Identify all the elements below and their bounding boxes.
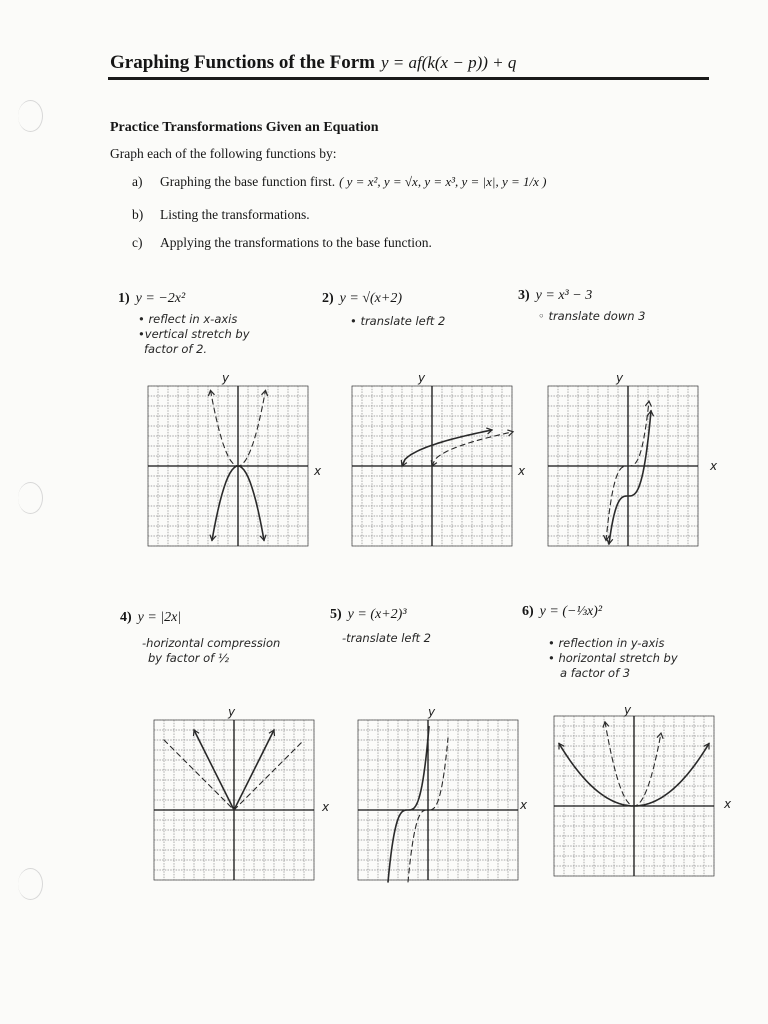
step-a-text: Graphing the base function first.: [160, 174, 336, 189]
graph-problem-5: [348, 706, 540, 896]
step-a: [132, 174, 547, 190]
transformed-curve: [402, 430, 492, 466]
step-c-label: c): [132, 235, 143, 250]
problem-6-note-3: a factor of 3: [560, 666, 631, 680]
problem-1-note-3: factor of 2.: [144, 342, 208, 356]
step-a-label: a): [132, 174, 143, 189]
x-axis-label: x: [314, 464, 322, 478]
section-intro: Graph each of the following functions by:: [110, 146, 337, 161]
problem-4-note-1: -horizontal compression: [142, 636, 281, 650]
problem-5-notes: [342, 631, 431, 646]
graph-problem-3: [538, 370, 728, 560]
graph-problem-4: [144, 706, 336, 896]
problem-5-note-1: -translate left 2: [342, 631, 431, 645]
problem-6-note-2: • horizontal stretch by: [548, 651, 678, 665]
transformed-curve: [609, 411, 651, 544]
y-axis-label: y: [428, 706, 436, 719]
problem-1-label: [118, 291, 185, 307]
title-underline: [108, 77, 709, 80]
problem-4-note-2: by factor of ½: [148, 651, 229, 665]
problem-4-equation: y = |2x|: [137, 610, 182, 625]
problem-3-note-1: ◦ translate down 3: [538, 309, 646, 323]
problem-6-label: [522, 604, 602, 620]
y-axis-label: y: [222, 371, 230, 385]
problem-6-notes: [548, 636, 678, 681]
problem-2-note-1: • translate left 2: [350, 314, 446, 328]
problem-6-number: 6): [522, 604, 534, 619]
problem-3-label: [518, 288, 592, 304]
x-axis-label: x: [520, 798, 528, 812]
step-c-text: Applying the transformations to the base function.: [160, 235, 432, 250]
y-axis-label: y: [616, 371, 624, 385]
title-formula: y = af(k(x − p)) + q: [380, 53, 517, 72]
problem-3-number: 3): [518, 288, 530, 303]
base-function-curve: [605, 722, 661, 806]
graph-problem-1: [138, 370, 328, 560]
problem-1-number: 1): [118, 291, 130, 306]
binder-hole-bottom: [18, 868, 43, 900]
x-axis-label: x: [710, 459, 718, 473]
base-function-curve: [432, 432, 513, 466]
binder-hole-top: [18, 100, 43, 132]
x-axis-label: x: [724, 797, 732, 811]
section-heading: Practice Transformations Given an Equation: [110, 120, 379, 135]
y-axis-label: y: [624, 704, 632, 717]
problem-5-equation: y = (x+2)³: [347, 607, 407, 622]
graph-problem-2: [342, 370, 532, 560]
x-axis-label: x: [518, 464, 526, 478]
problem-4-number: 4): [120, 610, 132, 625]
problem-2-label: [322, 291, 402, 307]
x-axis-label: x: [322, 800, 330, 814]
problem-1-note-2: •vertical stretch by: [138, 327, 250, 341]
problem-1-equation: y = −2x²: [135, 291, 186, 306]
y-axis-label: y: [228, 706, 236, 719]
binder-hole-middle: [18, 482, 43, 514]
graph-problem-6: [544, 704, 740, 894]
problem-5-number: 5): [330, 607, 342, 622]
problem-2-equation: y = √(x+2): [339, 291, 403, 306]
step-c: [132, 235, 432, 251]
base-functions-list: ( y = x², y = √x, y = x³, y = |x|, y = 1/x ): [339, 174, 547, 189]
step-b: [132, 207, 310, 223]
problem-1-notes: [138, 312, 250, 357]
problem-4-notes: [142, 636, 280, 666]
y-axis-label: y: [418, 371, 426, 385]
problem-2-notes: [350, 314, 445, 329]
problem-3-notes: [538, 309, 646, 324]
title-text: Graphing Functions of the Form: [110, 52, 375, 73]
problem-4-label: [120, 610, 181, 626]
problem-2-number: 2): [322, 291, 334, 306]
problem-5-label: [330, 607, 407, 623]
step-b-text: Listing the transformations.: [160, 207, 310, 222]
problem-6-note-1: • reflection in y-axis: [548, 636, 665, 650]
step-b-label: b): [132, 207, 144, 222]
problem-6-equation: y = (−⅓x)²: [539, 604, 603, 619]
problem-3-equation: y = x³ − 3: [535, 288, 593, 303]
problem-1-note-1: • reflect in x-axis: [138, 312, 238, 326]
